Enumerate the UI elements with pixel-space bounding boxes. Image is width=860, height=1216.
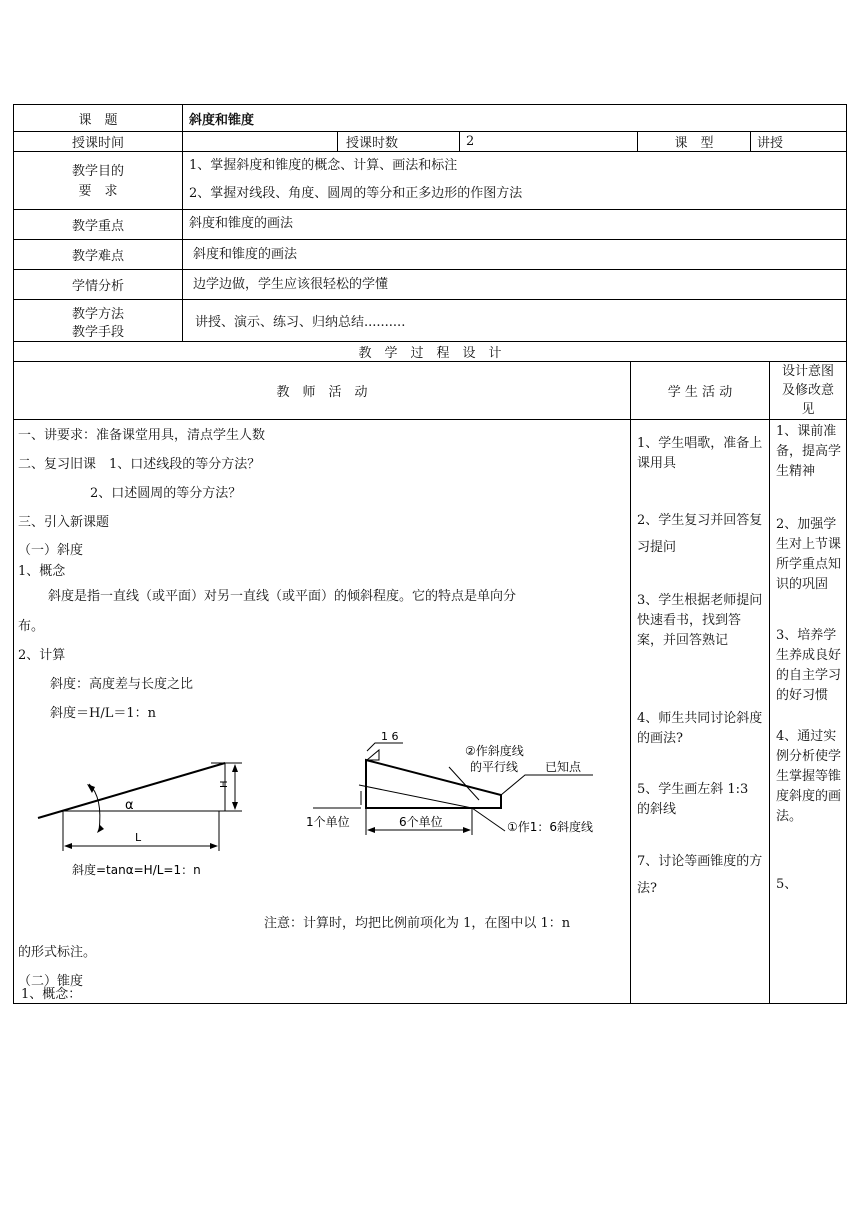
method-label	[14, 300, 183, 341]
teacher-line: 斜度：高度差与长度之比	[50, 677, 194, 692]
slope-construction-diagram	[289, 705, 619, 835]
time-label: 授课时间	[14, 132, 183, 151]
arrow-head	[367, 827, 375, 833]
row-process-headers	[14, 362, 846, 420]
step2-label-line2: 的平行线	[470, 760, 519, 774]
goal-label-line2: 要 求	[78, 184, 118, 199]
hours-value: 2	[460, 132, 638, 151]
h-label: H	[219, 780, 230, 788]
design-item: 5、	[776, 877, 798, 892]
goal-item-2: 2、掌握对线段、角度、圆周的等分和正多边形的作图方法	[189, 186, 523, 201]
row-analysis	[14, 270, 846, 300]
known-point-label: 已知点	[545, 760, 582, 774]
teacher-line: 三、引入新课题	[18, 515, 110, 530]
design-item: 3、培养学生养成良好的自主学习的好习惯	[776, 628, 842, 703]
row-method	[14, 300, 846, 342]
student-item: 1、学生唱歌，准备上课用具	[637, 436, 763, 471]
difficulty-label: 教学难点	[14, 240, 183, 269]
student-item: 2、学生复习并回答复习提问	[637, 513, 763, 555]
row-topic	[14, 105, 846, 132]
key-label: 教学重点	[14, 210, 183, 239]
topic-value: 斜度和锥度	[189, 112, 255, 128]
step1-label: ①作1：6斜度线	[507, 820, 594, 834]
teacher-line: （二）锥度	[18, 974, 84, 989]
hours-label: 授课时数	[338, 132, 460, 151]
goal-value	[183, 152, 846, 209]
student-item: 4、师生共同讨论斜度的画法?	[637, 711, 763, 746]
arrow-head	[232, 802, 238, 810]
step2-label-line1: ②作斜度线	[465, 744, 524, 758]
arrow-head	[64, 843, 72, 849]
teacher-line: （一）斜度	[18, 543, 84, 558]
slope-symbol-label: 1 6	[381, 730, 399, 743]
goal-label	[14, 152, 183, 209]
six-unit-label: 6个单位	[399, 815, 443, 829]
student-activity	[631, 420, 770, 1003]
teacher-line: 2、计算	[18, 648, 66, 663]
design-notes	[770, 420, 846, 1003]
method-label-line2: 教学手段	[71, 325, 124, 340]
known-point-leader	[501, 775, 593, 795]
slope-construction-line	[359, 785, 472, 808]
teacher-line: 斜度是指一直线（或平面）对另一直线（或平面）的倾斜程度。它的特点是单向分	[48, 589, 517, 604]
student-item: 5、学生画左斜 1:3 的斜线	[637, 782, 749, 817]
key-value: 斜度和锥度的画法	[189, 216, 294, 231]
teacher-activity	[14, 420, 631, 1003]
slope-diagram	[29, 745, 254, 885]
alpha-label: α	[125, 798, 134, 813]
header-teacher: 教 师 活 动	[14, 362, 631, 419]
row-difficulty	[14, 240, 846, 270]
arrow-head	[210, 843, 218, 849]
teacher-note: 注意：计算时，均把比例前项化为 1，在图中以 1：n	[264, 916, 571, 931]
teacher-line: 1、概念：	[21, 987, 82, 1002]
header-student: 学 生 活 动	[631, 362, 770, 419]
header-design: 设计意图及修改意见	[781, 364, 834, 417]
slope-caption: 斜度=tanα=H/L=1：n	[72, 863, 201, 877]
teacher-line: 二、复习旧课 1、口述线段的等分方法？	[18, 457, 261, 472]
analysis-value: 边学边做，学生应该很轻松的学懂	[193, 277, 389, 292]
analysis-label: 学情分析	[14, 270, 183, 299]
student-item: 3、学生根据老师提问快速看书，找到答案，并回答熟记	[637, 593, 763, 648]
type-value: 讲授	[757, 136, 784, 151]
lesson-plan-table	[13, 104, 847, 1004]
time-value	[183, 132, 338, 151]
student-item: 7、讨论等画锥度的方法?	[637, 854, 763, 896]
goal-label-line1: 教学目的	[71, 164, 124, 179]
row-goals	[14, 152, 846, 210]
arrow-head	[463, 827, 471, 833]
teacher-note: 的形式标注。	[18, 945, 97, 960]
teacher-line: 一、讲要求：准备课堂用具，清点学生人数	[18, 428, 266, 443]
row-time	[14, 132, 846, 152]
one-unit-label: 1个单位	[306, 815, 350, 829]
goal-item-1: 1、掌握斜度和锥度的概念、计算、画法和标注	[189, 158, 458, 173]
method-value: 讲授、演示、练习、归纳总结..........	[195, 315, 406, 330]
key-value-cell	[183, 210, 846, 239]
teacher-line: 斜度＝H/L＝1：n	[50, 706, 156, 721]
teacher-line: 2、口述圆周的等分方法？	[90, 486, 242, 501]
method-label-line1: 教学方法	[71, 307, 124, 322]
type-label: 课 型	[638, 132, 751, 151]
analysis-value-cell	[183, 270, 846, 299]
step1-leader	[472, 808, 505, 831]
process-title: 教 学 过 程 设 计	[14, 342, 846, 362]
slope-leader	[367, 743, 403, 751]
angle-arc	[89, 784, 100, 831]
difficulty-value: 斜度和锥度的画法	[193, 247, 298, 262]
design-item: 2、加强学生对上节课所学重点知识的巩固	[776, 517, 842, 592]
row-process-content	[14, 420, 846, 1003]
design-item: 4、通过实例分析使学生掌握等锥度斜度的画法。	[776, 729, 842, 824]
teacher-line: 布。	[18, 619, 45, 634]
arrow-head	[97, 825, 104, 833]
row-key	[14, 210, 846, 240]
teacher-line: 1、概念	[18, 564, 66, 579]
slope-symbol	[367, 750, 379, 760]
l-label: L	[135, 831, 142, 844]
topic-label: 课 题	[14, 105, 183, 131]
design-item: 1、课前准备，提高学生精神	[776, 424, 842, 479]
difficulty-value-cell	[183, 240, 846, 269]
arrow-head	[232, 764, 238, 772]
